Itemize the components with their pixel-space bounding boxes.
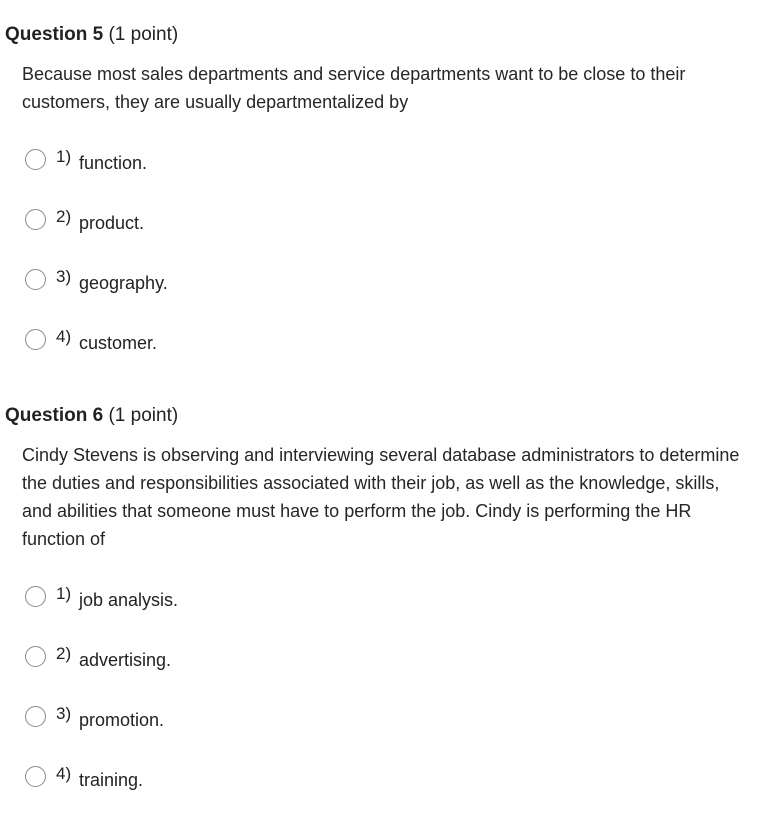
- question-text: Cindy Stevens is observing and interviewing several database administrators to determine the duties and responsibilities associated with their job, as well as the knowledge, skills, and abilities that someone must have to perform the job. Cindy is performing the HR function of: [22, 445, 740, 549]
- option-label[interactable]: customer.: [79, 333, 158, 353]
- option-number: 2): [56, 644, 72, 663]
- option-label[interactable]: function.: [79, 153, 148, 173]
- question-points: (1 point): [108, 24, 179, 45]
- option-label[interactable]: promotion.: [79, 710, 165, 730]
- answer-option-1[interactable]: [0, 583, 784, 643]
- radio-button[interactable]: [25, 766, 46, 787]
- radio-button[interactable]: [25, 209, 46, 230]
- question-number: Question 5: [5, 24, 104, 45]
- answer-option-4[interactable]: [0, 326, 784, 386]
- answer-options: [0, 146, 784, 386]
- option-label[interactable]: job analysis.: [79, 590, 179, 610]
- radio-button[interactable]: [25, 586, 46, 607]
- option-label[interactable]: product.: [79, 213, 145, 233]
- option-number: 4): [56, 327, 72, 346]
- radio-button[interactable]: [25, 269, 46, 290]
- question-heading: [0, 403, 784, 429]
- option-number: 3): [56, 704, 72, 723]
- answer-option-3[interactable]: [0, 266, 784, 326]
- option-number: 2): [56, 207, 72, 226]
- option-number: 1): [56, 147, 72, 166]
- option-label[interactable]: advertising.: [79, 650, 172, 670]
- option-label[interactable]: geography.: [79, 273, 168, 293]
- question-points: (1 point): [108, 405, 179, 426]
- question-6: [0, 403, 784, 823]
- question-text: Because most sales departments and service departments want to be close to their customers, they are usually departmentalized by: [22, 64, 686, 112]
- answer-option-1[interactable]: [0, 146, 784, 206]
- answer-option-3[interactable]: [0, 703, 784, 763]
- option-number: 3): [56, 267, 72, 286]
- answer-option-2[interactable]: [0, 643, 784, 703]
- radio-button[interactable]: [25, 706, 46, 727]
- answer-options: [0, 583, 784, 823]
- option-number: 4): [56, 764, 72, 783]
- answer-option-2[interactable]: [0, 206, 784, 266]
- question-number: Question 6: [5, 405, 104, 426]
- radio-button[interactable]: [25, 329, 46, 350]
- answer-option-4[interactable]: [0, 763, 784, 823]
- option-number: 1): [56, 584, 72, 603]
- question-5: [0, 22, 784, 386]
- question-heading: [0, 22, 784, 48]
- option-label[interactable]: training.: [79, 770, 144, 790]
- radio-button[interactable]: [25, 646, 46, 667]
- radio-button[interactable]: [25, 149, 46, 170]
